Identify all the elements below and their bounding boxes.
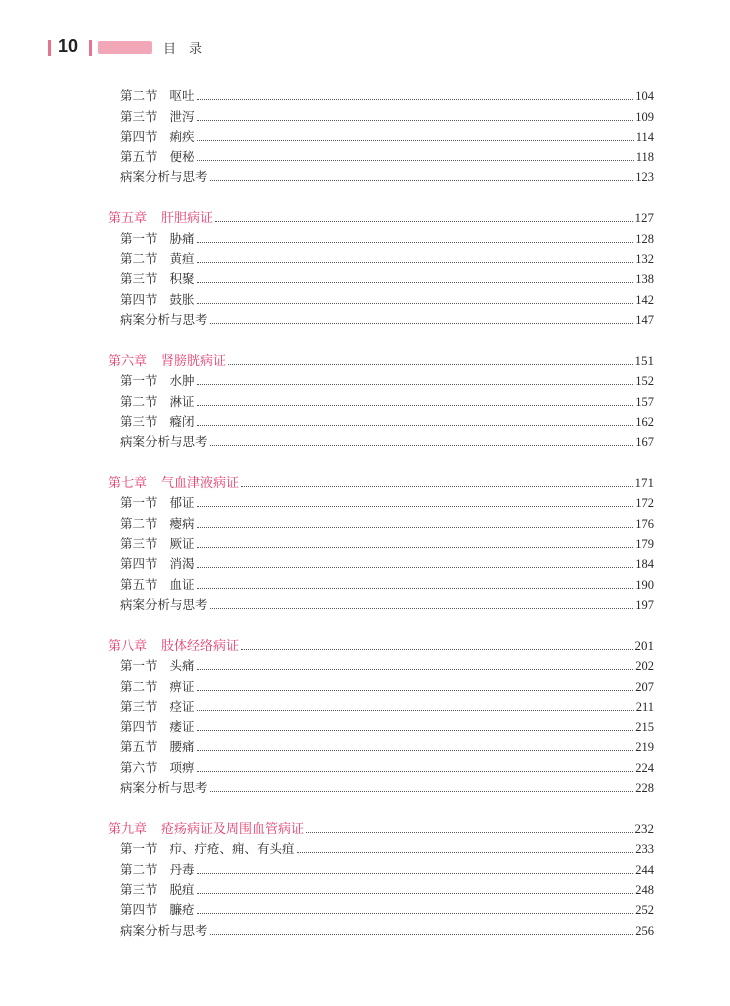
section-title: 丹毒 — [169, 861, 195, 877]
page-ref: 152 — [635, 374, 654, 389]
dot-leader — [197, 893, 634, 894]
section-title: 黄疸 — [169, 251, 195, 267]
page-ref: 176 — [635, 516, 654, 531]
section-title: 头痛 — [169, 658, 195, 674]
toc-entry-case-analysis[interactable] — [108, 918, 654, 938]
section-number: 第五节 — [120, 149, 158, 165]
section-number: 第六节 — [120, 759, 158, 775]
dot-leader — [197, 588, 634, 589]
section-title: 胁痛 — [169, 230, 195, 246]
dot-leader — [197, 303, 634, 304]
section-number: 第二节 — [120, 861, 158, 877]
section-number: 第五节 — [120, 739, 158, 755]
page-ref: 219 — [635, 740, 654, 755]
toc-entry[interactable] — [108, 491, 654, 511]
section-number: 第三节 — [120, 413, 158, 429]
toc-entry-case-analysis[interactable] — [108, 308, 654, 328]
section-title: 疖、疔疮、痈、有头疽 — [169, 841, 295, 857]
dot-leader — [210, 791, 634, 792]
section-number: 第四节 — [120, 128, 158, 144]
dot-leader — [197, 242, 634, 243]
dot-leader — [197, 669, 634, 670]
page-ref: 233 — [635, 842, 654, 857]
section-title: 臁疮 — [169, 902, 195, 918]
chapter-title: 肢体经络病证 — [161, 638, 240, 654]
section-number: 第四节 — [120, 556, 158, 572]
toc-entry-case-analysis[interactable] — [108, 165, 654, 185]
page-ref: 201 — [634, 637, 654, 653]
section-title: 病案分析与思考 — [120, 434, 208, 450]
section-title: 郁证 — [169, 495, 195, 511]
toc-entry[interactable] — [108, 410, 654, 430]
toc-entry[interactable] — [108, 287, 654, 307]
section-title: 消渴 — [169, 556, 195, 572]
section-title: 癃闭 — [169, 413, 195, 429]
dot-leader — [306, 832, 632, 833]
chapter-number: 第七章 — [108, 476, 148, 492]
page-ref: 167 — [635, 435, 654, 450]
toc-entry[interactable] — [108, 84, 654, 104]
section-number: 第一节 — [120, 841, 158, 857]
section-number: 第一节 — [120, 230, 158, 246]
page-ref: 157 — [635, 394, 654, 409]
section-number: 第四节 — [120, 902, 158, 918]
toc-entry[interactable] — [108, 878, 654, 898]
chapter-heading[interactable] — [108, 470, 654, 491]
section-number: 第二节 — [120, 88, 158, 104]
chapter-6 — [108, 348, 654, 450]
page-ref: 224 — [635, 760, 654, 775]
section-number: 第二节 — [120, 678, 158, 694]
toc-entry[interactable] — [108, 695, 654, 715]
dot-leader — [197, 750, 634, 751]
page-ref: 197 — [635, 597, 654, 612]
dot-leader — [210, 180, 634, 181]
section-number: 第三节 — [120, 698, 158, 714]
page-ref: 123 — [635, 170, 654, 185]
toc-entry[interactable] — [108, 125, 654, 145]
page-ref: 184 — [635, 557, 654, 572]
page-ref: 228 — [635, 781, 654, 796]
section-number: 第一节 — [120, 495, 158, 511]
dot-leader — [197, 506, 634, 507]
dot-leader — [197, 873, 634, 874]
section-number: 第二节 — [120, 515, 158, 531]
toc-entry[interactable] — [108, 389, 654, 409]
page-ref: 171 — [634, 475, 654, 491]
page-ref: 114 — [635, 129, 654, 144]
header-bar-right — [89, 40, 92, 56]
section-number: 第三节 — [120, 108, 158, 124]
section-number: 第二节 — [120, 393, 158, 409]
section-title: 病案分析与思考 — [120, 169, 208, 185]
page-ref: 162 — [635, 414, 654, 429]
chapter-title: 疮疡病证及周围血管病证 — [161, 822, 305, 838]
chapter-number: 第五章 — [108, 211, 148, 227]
chapter-number: 第九章 — [108, 822, 148, 838]
dot-leader — [210, 323, 634, 324]
section-number: 第二节 — [120, 251, 158, 267]
page-ref: 232 — [634, 821, 654, 837]
page-ref: 172 — [635, 496, 654, 511]
page-ref: 202 — [635, 659, 654, 674]
page-number: 10 — [58, 36, 79, 56]
toc-entry-case-analysis[interactable] — [108, 430, 654, 450]
dot-leader — [197, 384, 634, 385]
section-title: 痉证 — [169, 698, 195, 714]
page-ref: 138 — [635, 272, 654, 287]
page-ref: 147 — [635, 312, 654, 327]
toc-entry[interactable] — [108, 532, 654, 552]
toc-entry[interactable] — [108, 369, 654, 389]
page-ref: 256 — [635, 923, 654, 938]
dot-leader — [197, 160, 634, 161]
section-number: 第四节 — [120, 719, 158, 735]
dot-leader — [197, 282, 634, 283]
page-ref: 104 — [635, 89, 654, 104]
dot-leader — [197, 730, 634, 731]
page-ref: 109 — [635, 109, 654, 124]
section-title: 便秘 — [169, 149, 195, 165]
section-title: 鼓胀 — [169, 291, 195, 307]
dot-leader — [197, 771, 634, 772]
section-number: 第一节 — [120, 658, 158, 674]
dot-leader — [210, 445, 634, 446]
section-title: 病案分析与思考 — [120, 922, 208, 938]
toc-entry[interactable] — [108, 572, 654, 592]
section-title: 病案分析与思考 — [120, 596, 208, 612]
section-number: 第四节 — [120, 291, 158, 307]
section-title: 病案分析与思考 — [120, 780, 208, 796]
dot-leader — [197, 527, 634, 528]
header-title: 目 录 — [163, 42, 203, 57]
section-title: 痹证 — [169, 678, 195, 694]
page-ref: 190 — [635, 577, 654, 592]
page-ref: 179 — [635, 537, 654, 552]
dot-leader — [210, 934, 634, 935]
page-ref: 118 — [635, 150, 654, 165]
header-bar-left — [48, 40, 51, 56]
dot-leader — [297, 852, 634, 853]
section-number: 第五节 — [120, 576, 158, 592]
section-number: 第三节 — [120, 536, 158, 552]
chapter-number: 第八章 — [108, 638, 148, 654]
section-title: 血证 — [169, 576, 195, 592]
chapter-heading[interactable] — [108, 205, 654, 226]
toc-entry[interactable] — [108, 226, 654, 246]
dot-leader — [197, 262, 634, 263]
toc-entry[interactable] — [108, 552, 654, 572]
section-number: 第三节 — [120, 881, 158, 897]
page-ref: 207 — [635, 679, 654, 694]
toc-entry[interactable] — [108, 104, 654, 124]
section-title: 泄泻 — [169, 108, 195, 124]
section-number: 第一节 — [120, 373, 158, 389]
section-title: 水肿 — [169, 373, 195, 389]
dot-leader — [241, 486, 632, 487]
chapter-title: 气血津液病证 — [161, 476, 240, 492]
chapter-title: 肾膀胱病证 — [161, 353, 227, 369]
dot-leader — [241, 649, 632, 650]
toc-entry-case-analysis[interactable] — [108, 593, 654, 613]
dot-leader — [197, 710, 634, 711]
chapter-title: 肝胆病证 — [161, 211, 214, 227]
dot-leader — [197, 99, 634, 100]
chapter-5 — [108, 205, 654, 327]
page-ref: 244 — [635, 862, 654, 877]
page-ref: 248 — [635, 882, 654, 897]
chapter-number: 第六章 — [108, 353, 148, 369]
section-number: 第三节 — [120, 271, 158, 287]
toc-entry[interactable] — [108, 267, 654, 287]
section-title: 痿证 — [169, 719, 195, 735]
dot-leader — [197, 405, 634, 406]
page-header — [0, 0, 730, 60]
toc-entry[interactable] — [108, 857, 654, 877]
page-ref: 128 — [635, 231, 654, 246]
section-title: 呕吐 — [169, 88, 195, 104]
page-ref: 211 — [635, 699, 654, 714]
chapter-heading[interactable] — [108, 348, 654, 369]
page-ref: 215 — [635, 720, 654, 735]
section-title: 脱疽 — [169, 881, 195, 897]
section-title: 腰痛 — [169, 739, 195, 755]
section-title: 病案分析与思考 — [120, 311, 208, 327]
chapter-7 — [108, 470, 654, 613]
table-of-contents — [108, 84, 654, 959]
toc-entry[interactable] — [108, 715, 654, 735]
page-ref: 132 — [635, 252, 654, 267]
dot-leader — [215, 221, 632, 222]
chapter-8 — [108, 633, 654, 796]
dot-leader — [197, 140, 634, 141]
section-title: 瘿病 — [169, 515, 195, 531]
page-ref: 252 — [635, 903, 654, 918]
dot-leader — [197, 913, 634, 914]
dot-leader — [197, 120, 634, 121]
continued-chapter — [108, 84, 654, 185]
chapter-heading[interactable] — [108, 816, 654, 837]
toc-entry[interactable] — [108, 755, 654, 775]
toc-entry[interactable] — [108, 247, 654, 267]
dot-leader — [197, 547, 634, 548]
header-decor-block — [98, 41, 152, 54]
page-ref: 151 — [634, 352, 654, 368]
dot-leader — [210, 608, 634, 609]
toc-entry[interactable] — [108, 898, 654, 918]
toc-entry[interactable] — [108, 837, 654, 857]
toc-entry[interactable] — [108, 735, 654, 755]
section-title: 厥证 — [169, 536, 195, 552]
section-title: 项痹 — [169, 759, 195, 775]
page-ref: 142 — [635, 292, 654, 307]
toc-entry[interactable] — [108, 674, 654, 694]
toc-entry[interactable] — [108, 145, 654, 165]
toc-entry[interactable] — [108, 654, 654, 674]
chapter-9 — [108, 816, 654, 938]
toc-entry-case-analysis[interactable] — [108, 776, 654, 796]
section-title: 淋证 — [169, 393, 195, 409]
dot-leader — [197, 567, 634, 568]
section-title: 痢疾 — [169, 128, 195, 144]
dot-leader — [228, 364, 632, 365]
toc-entry[interactable] — [108, 511, 654, 531]
dot-leader — [197, 425, 634, 426]
chapter-heading[interactable] — [108, 633, 654, 654]
section-title: 积聚 — [169, 271, 195, 287]
page-ref: 127 — [634, 210, 654, 226]
dot-leader — [197, 690, 634, 691]
